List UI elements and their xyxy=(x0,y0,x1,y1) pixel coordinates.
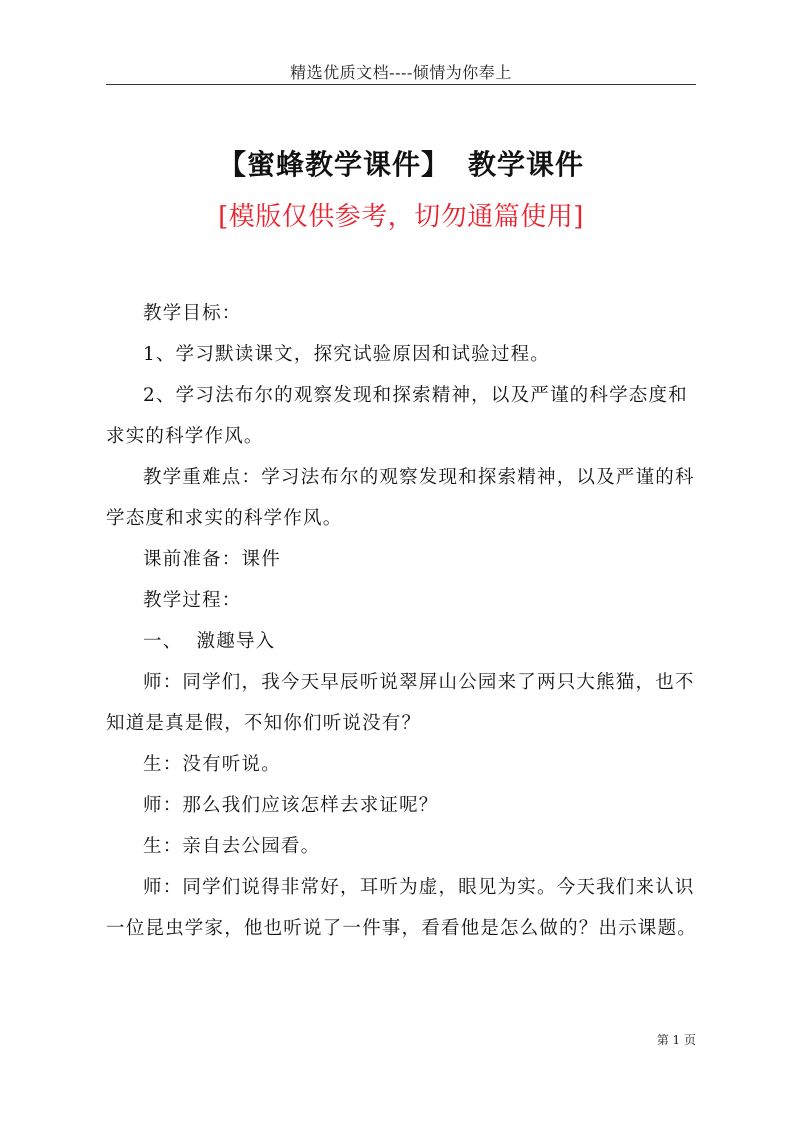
paragraph-preparation: 课前准备：课件 xyxy=(143,549,281,570)
paragraph-dialogue: 师：同学们说得非常好，耳听为虚，眼见为实。今天我们来认识一位昆虫学家，他也听说了一件事，看看他是怎么做的？出示课题。 xyxy=(106,877,698,939)
paragraph-objectives-heading: 教学目标： xyxy=(143,303,242,324)
header-divider xyxy=(106,84,696,85)
paragraph-objective-1: 1、学习默读课文，探究试验原因和试验过程。 xyxy=(143,344,550,365)
document-body xyxy=(106,293,698,949)
paragraph-dialogue: 生：亲自去公园看。 xyxy=(143,836,321,857)
paragraph-process-heading: 教学过程： xyxy=(143,590,242,611)
paragraph-dialogue: 师：那么我们应该怎样去求证呢？ xyxy=(143,795,439,816)
title-main: 教学课件 xyxy=(468,148,585,181)
title-bracketed: 【蜜蜂教学课件】 xyxy=(217,148,450,181)
paragraph-section-1: 一、 激趣导入 xyxy=(143,631,276,652)
page-number: 第 1 页 xyxy=(656,1033,696,1047)
template-notice: [模版仅供参考，切勿通篇使用] xyxy=(218,202,584,232)
page-header: 精选优质文档----倾情为你奉上 xyxy=(290,63,512,82)
paragraph-key-points: 教学重难点：学习法布尔的观察发现和探索精神，以及严谨的科学态度和求实的科学作风。 xyxy=(106,467,695,529)
paragraph-objective-2: 2、学习法布尔的观察发现和探索精神，以及严谨的科学态度和求实的科学作风。 xyxy=(106,385,688,447)
paragraph-dialogue: 生：没有听说。 xyxy=(143,754,281,775)
document-title xyxy=(106,143,696,183)
paragraph-dialogue: 师：同学们，我今天早辰听说翠屏山公园来了两只大熊猫，也不知道是真是假，不知你们听说没有？ xyxy=(106,672,695,734)
